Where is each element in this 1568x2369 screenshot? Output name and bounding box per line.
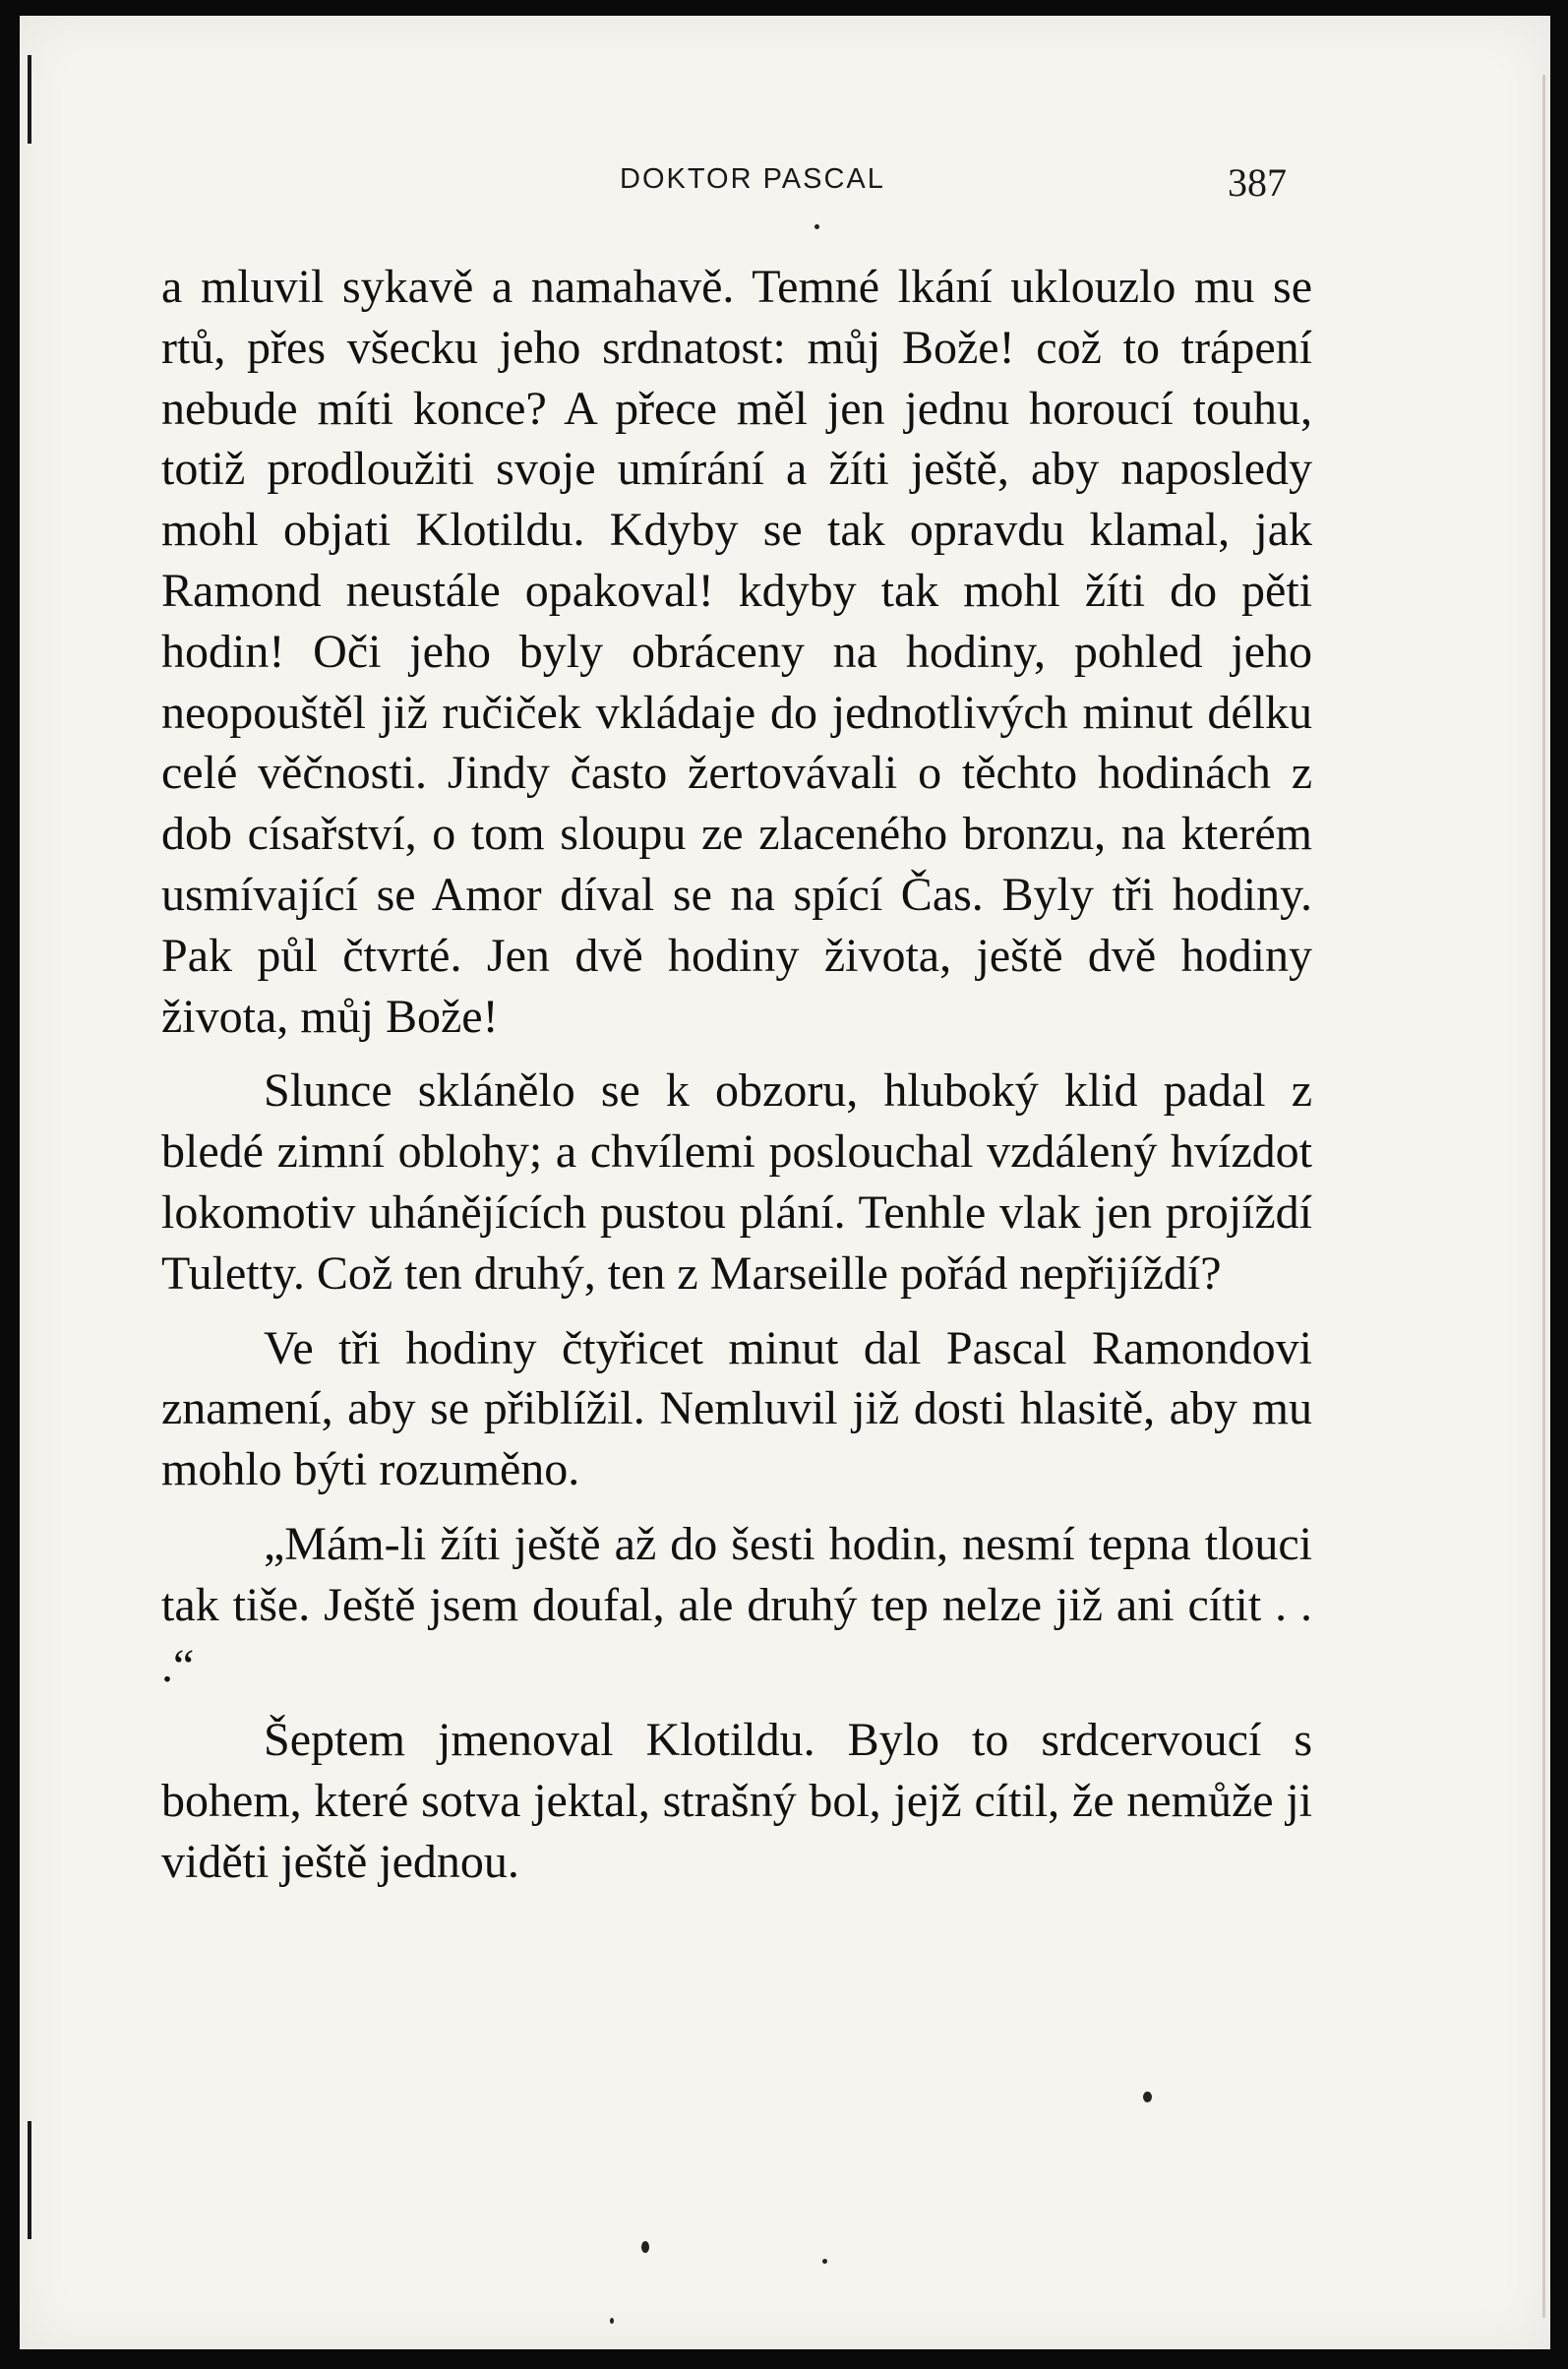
book-page: [20, 16, 1550, 2349]
binding-shadow: [1542, 75, 1545, 2318]
ink-speck: [822, 2259, 827, 2264]
ink-speck: [1143, 2092, 1152, 2102]
paragraph-5: Šeptem jmenoval Klotildu. Bylo to srdcervoucí s bohem, které sotva jektal, strašný bol, jejž cítil, že nemůže ji viděti ještě jednou.: [161, 1714, 1312, 1888]
paragraph-4: „Mám-li žíti ještě až do šesti hodin, nesmí tepna tlouci tak tiše. Ještě jsem doufal, ale druhý tep nelze již ani cítit . . .“: [161, 1517, 1312, 1692]
ink-speck: [641, 2241, 649, 2253]
page-number: 387: [1228, 160, 1287, 205]
ink-speck: [610, 2318, 614, 2324]
paragraph-3: Ve tři hodiny čtyřicet minut dal Pascal Ramondovi znamení, aby se přiblížil. Nemluvil již dosti hlasitě, aby mu mohlo býti rozuměno.: [161, 1321, 1312, 1496]
body-text: [161, 257, 1312, 1893]
paragraph-2: Slunce sklánělo se k obzoru, hluboký klid padal z bledé zimní oblohy; a chvílemi poslouchal vzdálený hvízdot lokomotiv uhánějících pustou plání. Tenhle vlak jen projíždí Tuletty. Což ten druhý, ten z Marseille pořád nepřijíždí?: [161, 1064, 1312, 1300]
binding-shadow: [28, 2121, 31, 2239]
paragraph-1: a mluvil sykavě a namahavě. Temné lkání uklouzlo mu se rtů, přes všecku jeho srdnatost: můj Bože! což to trápení nebude míti konce? A přece měl jen jednu horoucí touhu, totiž prodloužiti svoje umírání a žíti ještě, aby naposledy mohl objati Klotildu. Kdyby se tak opravdu klamal, jak Ramond neustále opakoval! kdyby tak mohl žíti do pěti hodin! Oči jeho byly obráceny na hodiny, pohled jeho neopouštěl již ručiček vkládaje do jednotlivých minut délku celé věčnosti. Jindy často žertovávali o těchto hodinách z dob císařství, o tom sloupu ze zlaceného bronzu, na kterém usmívající se Amor díval se na spící Čas. Byly tři hodiny. Pak půl čtvrté. Jen dvě hodiny života, ještě dvě hodiny života, můj Bože!: [161, 261, 1312, 1043]
page-header: [20, 160, 1550, 213]
running-title: DOKTOR PASCAL: [620, 163, 885, 195]
ink-speck: [814, 224, 819, 229]
binding-shadow: [28, 55, 31, 144]
